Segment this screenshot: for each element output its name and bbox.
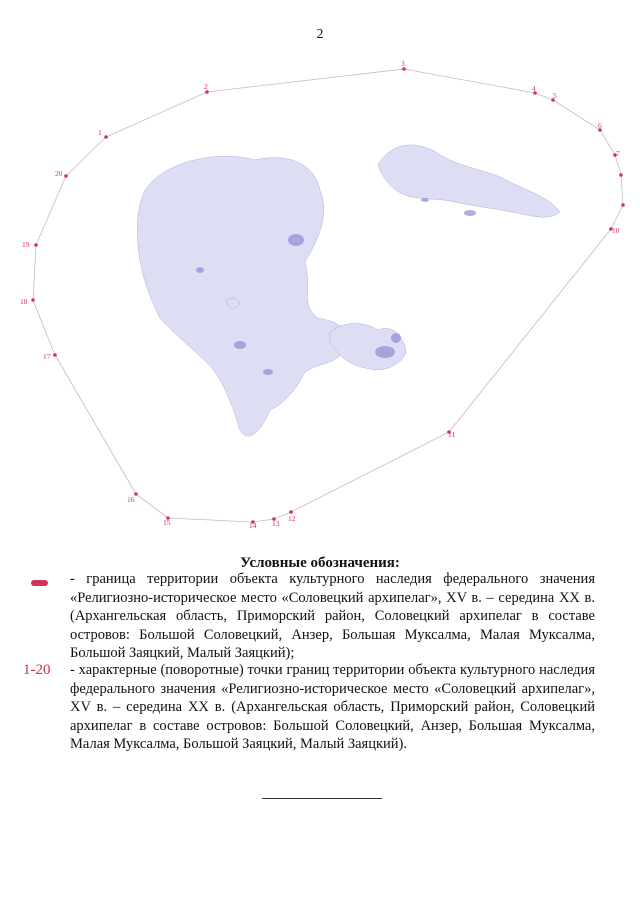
point-5 xyxy=(551,91,557,102)
point-17 xyxy=(43,352,57,361)
end-rule xyxy=(262,798,382,799)
legend-title: Условные обозначения: xyxy=(240,555,400,571)
point-9 xyxy=(621,203,625,207)
islands xyxy=(137,145,560,436)
lake xyxy=(263,369,273,375)
legend-text: - граница территории объекта культурного наследия федерального значения «Религиозно-историческое место «Соловецкий архипелаг», XV в. – середина XX в. (Архангельская область, Приморский район, Соловецкий архипелаг в составе островов: Большой Соловецкий, Анзер, Большая Муксалма, Малая Муксалма, Большой Заяцкий, Малый Заяцкий); xyxy=(70,571,595,661)
page-number: 2 xyxy=(316,27,324,42)
svg-text:3: 3 xyxy=(401,59,405,68)
svg-text:7: 7 xyxy=(616,149,620,158)
svg-text:2: 2 xyxy=(204,82,208,91)
island-bolshoy-solovetsky xyxy=(137,156,347,436)
lake xyxy=(288,234,304,246)
point-18 xyxy=(20,297,35,306)
point-19 xyxy=(22,240,38,249)
svg-text:1: 1 xyxy=(98,128,102,137)
legend-text: - характерные (поворотные) точки границ территории объекта культурного наследия федерального значения «Религиозно-историческое место «Соловецкий архипелаг», XV в. – середина XX в. (Архангельская область, Приморский район, Соловецкий архипелаг в составе островов: Большой Соловецкий, Анзер, Большая Муксалма, Малая Муксалма, Большой Заяцкий, Малый Заяцкий). xyxy=(70,662,595,752)
svg-text:4: 4 xyxy=(532,84,536,93)
point-12 xyxy=(288,510,296,523)
svg-text:18: 18 xyxy=(20,297,28,306)
point-11 xyxy=(447,430,455,439)
lake xyxy=(375,346,395,358)
point-15 xyxy=(163,516,171,527)
island-muksalma xyxy=(330,324,406,370)
point-6 xyxy=(598,121,602,132)
points-range-label: 1-20 xyxy=(23,662,51,678)
point-4 xyxy=(532,84,537,95)
svg-text:10: 10 xyxy=(612,226,620,235)
point-14 xyxy=(249,520,257,530)
legend-symbol xyxy=(20,661,70,680)
point-2 xyxy=(204,82,209,94)
boundary-points xyxy=(20,59,625,530)
lake xyxy=(196,267,204,273)
svg-text:19: 19 xyxy=(22,240,30,249)
legend-symbol xyxy=(20,570,70,586)
point-13 xyxy=(272,517,280,528)
boundary-line-swatch xyxy=(31,580,48,586)
svg-text:5: 5 xyxy=(553,91,557,100)
lake xyxy=(421,198,429,202)
svg-text:17: 17 xyxy=(43,352,51,361)
svg-text:14: 14 xyxy=(249,521,257,530)
point-8 xyxy=(619,173,623,177)
svg-text:6: 6 xyxy=(598,121,602,130)
point-20 xyxy=(55,169,68,178)
lake xyxy=(464,210,476,216)
lake xyxy=(234,341,246,349)
point-7 xyxy=(613,149,620,158)
point-1 xyxy=(98,128,108,139)
svg-text:12: 12 xyxy=(288,514,296,523)
svg-text:13: 13 xyxy=(272,519,280,528)
point-16 xyxy=(127,492,138,504)
point-10 xyxy=(609,226,620,235)
boundary-polyline xyxy=(33,69,623,522)
svg-text:11: 11 xyxy=(448,430,456,439)
svg-text:15: 15 xyxy=(163,518,171,527)
lake xyxy=(391,333,401,343)
island-anzer xyxy=(378,145,560,217)
svg-text:20: 20 xyxy=(55,169,63,178)
svg-text:16: 16 xyxy=(127,495,135,504)
